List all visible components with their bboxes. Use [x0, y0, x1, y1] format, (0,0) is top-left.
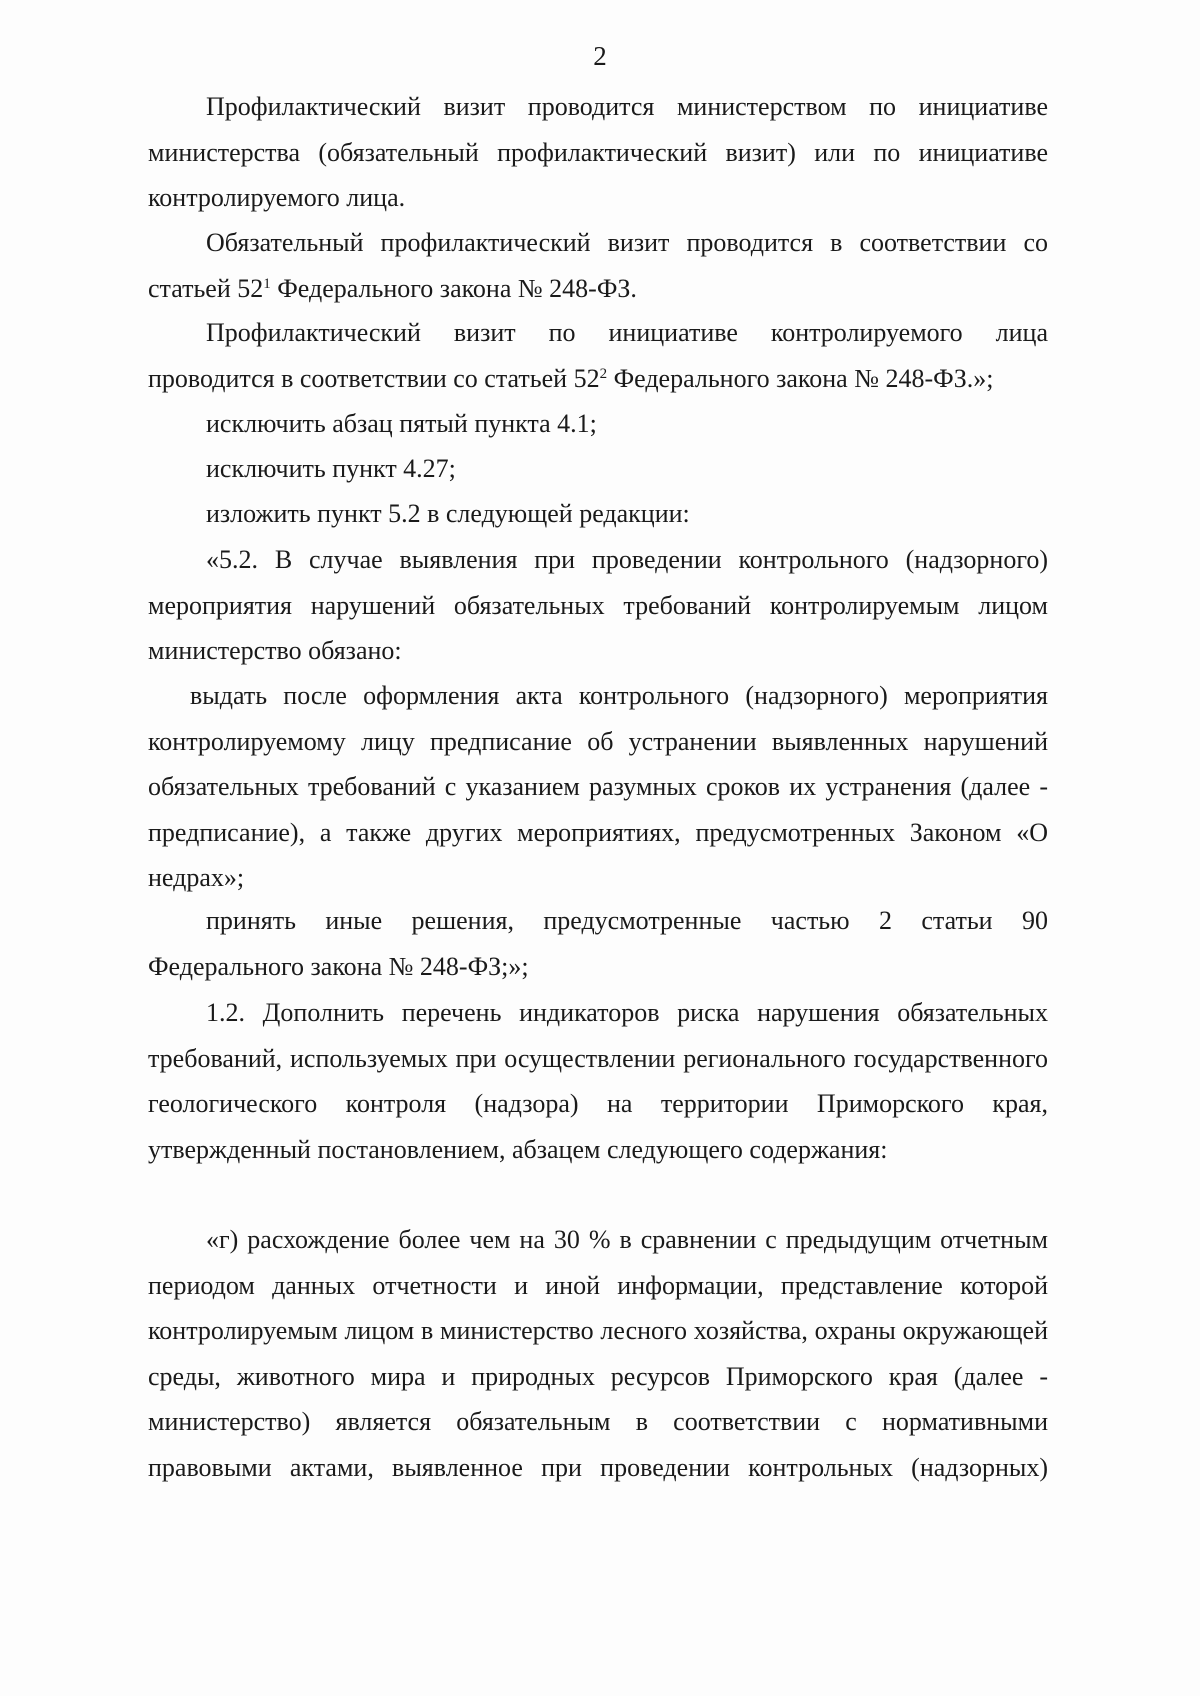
text-part: Федерального закона № 248-ФЗ. — [270, 273, 637, 303]
paragraph-line — [148, 356, 1048, 402]
paragraph-text: «5.2. В случае выявления при проведении контрольного (надзорного) мероприятия нарушений обязательных требований контролируемым лицом министерство обязано: — [148, 545, 1048, 665]
paragraph-other-decisions — [148, 898, 1048, 989]
paragraph-amend-5-2 — [148, 491, 1048, 537]
superscript: 2 — [599, 365, 608, 382]
superscript: 1 — [263, 275, 271, 292]
paragraph-mandatory-visit — [148, 220, 1048, 311]
paragraph-text: 1.2. Дополнить перечень индикаторов риска нарушения обязательных требований, используемых при осуществлении регионального государственного геологического контроля (надзора) на территории Приморского края, утвержденный постановлением, абзацем следующего содержания: — [148, 998, 1048, 1164]
paragraph-indicator-g — [148, 1217, 1048, 1490]
page-number: 2 — [593, 41, 607, 71]
paragraph-profilactic-visit — [148, 84, 1048, 221]
paragraph-exclude-4-27 — [148, 446, 1048, 492]
paragraph-exclude-4-1 — [148, 401, 1048, 447]
paragraph-controlled-person-visit — [148, 310, 1048, 401]
paragraph-issue-order — [148, 673, 1048, 901]
paragraph-1-2 — [148, 990, 1048, 1172]
paragraph-line: Федерального закона № 248-ФЗ;»; — [148, 951, 529, 981]
paragraph-text: «г) расхождение более чем на 30 % в сравнении с предыдущим отчетным периодом данных отчетности и иной информации, представление которой контролируемым лицом в министерство лесного хозяйства, охраны окружающей среды, животного мира и природных ресурсов Приморского края (далее - министерство) является обязательным в соответствии с нормативными правовыми актами, выявленное при проведении контрольных (надзорных) — [148, 1225, 1048, 1482]
paragraph-text: выдать после оформления акта контрольного (надзорного) мероприятия контролируемому лицу предписание об устранении выявленных нарушений обязательных требований с указанием разумных сроков их устранения (далее - предписание), а также других мероприятиях, предусмотренных Законом «О недрах»; — [148, 681, 1048, 892]
text-part: проводится в соответствии со статьей 52 — [148, 363, 600, 393]
text-part: Обязательный профилактический визит проводится в соответствии со статьей 52 — [148, 228, 1048, 303]
paragraph-text: исключить пункт 4.27; — [206, 454, 456, 483]
paragraph-line: Профилактический визит по инициативе контролируемого лица — [206, 318, 1048, 347]
paragraph-line: принять иные решения, предусмотренные частью 2 статьи 90 — [206, 906, 1048, 935]
paragraph-text — [148, 220, 1048, 311]
paragraph-text: Профилактический визит проводится министерством по инициативе министерства (обязательный профилактический визит) или по инициативе контролируемого лица. — [148, 92, 1048, 212]
paragraph-text: исключить абзац пятый пункта 4.1; — [206, 409, 597, 438]
paragraph-text: изложить пункт 5.2 в следующей редакции: — [206, 499, 690, 528]
text-part: Федерального закона № 248-ФЗ.»; — [607, 363, 994, 393]
paragraph-5-2 — [148, 537, 1048, 674]
